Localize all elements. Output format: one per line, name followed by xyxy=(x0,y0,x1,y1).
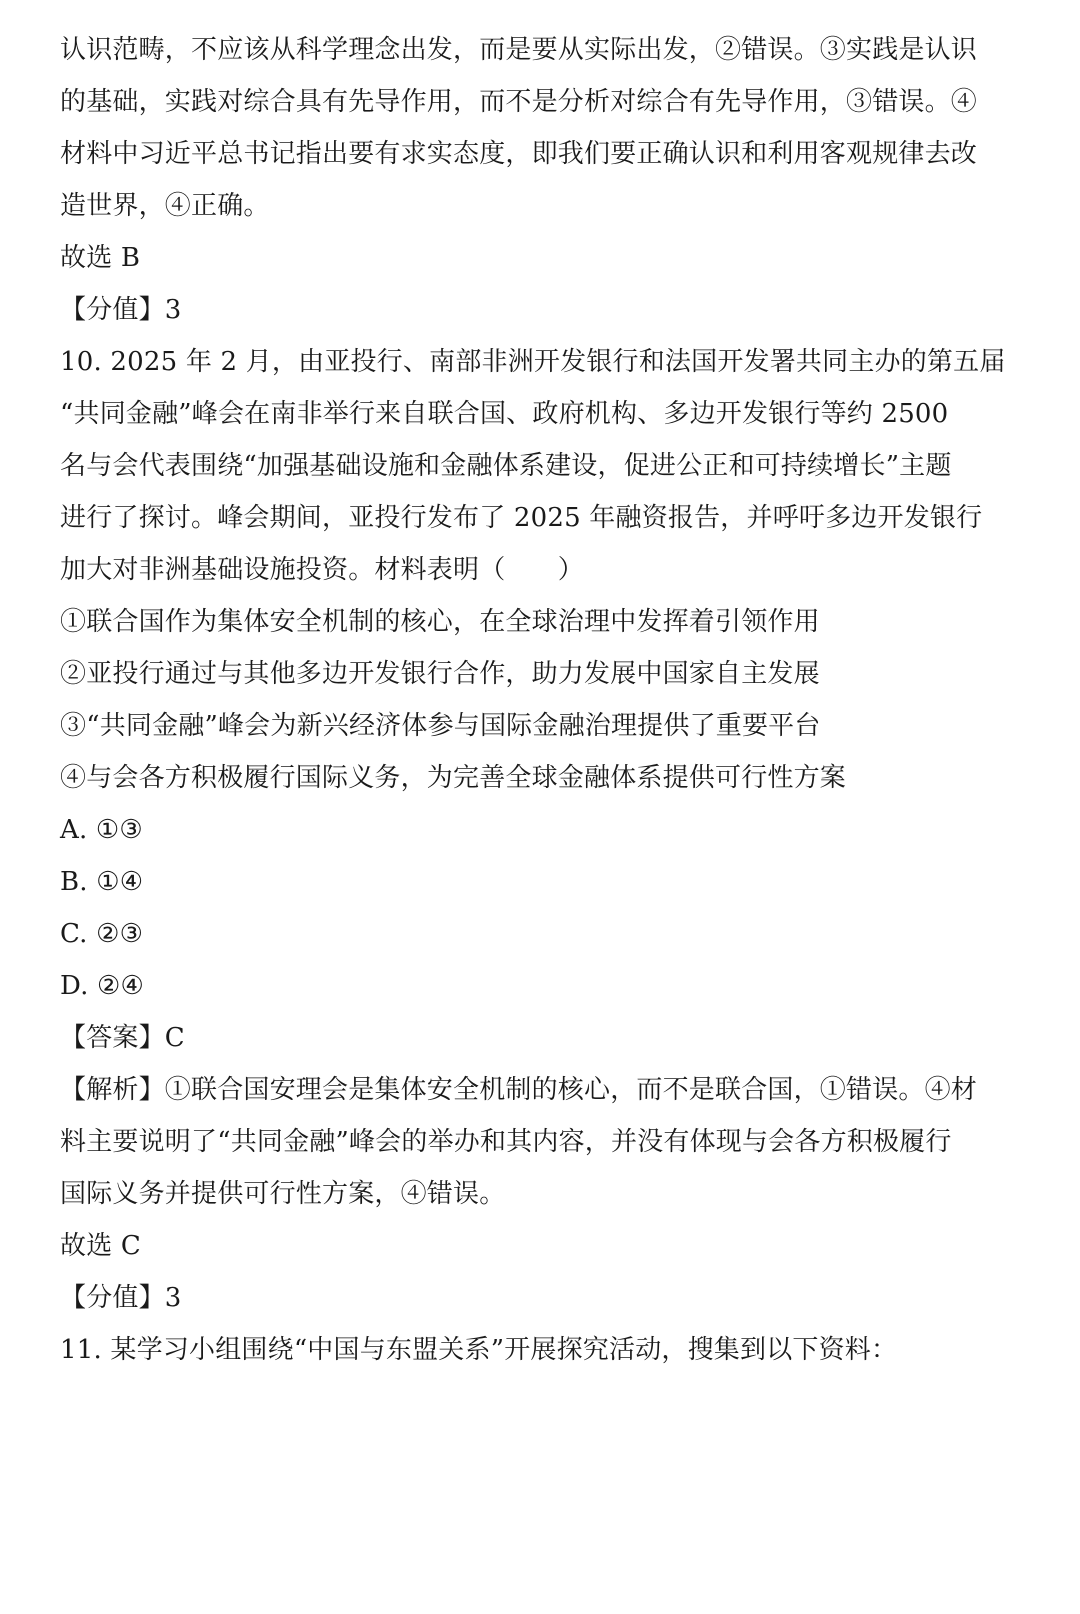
score-line: 【分值】3 xyxy=(60,295,182,325)
paragraph-line: 认识范畴，不应该从科学理念出发，而是要从实际出发，②错误。③实践是认识 xyxy=(60,35,978,65)
paragraph-line: 的基础，实践对综合具有先导作用，而不是分析对综合有先导作用，③错误。④ xyxy=(60,87,978,117)
statement-line: ①联合国作为集体安全机制的核心，在全球治理中发挥着引领作用 xyxy=(60,607,820,637)
document-text xyxy=(60,24,1006,1376)
answer-choice-line: 故选 C xyxy=(60,1231,141,1261)
question-line: “共同金融”峰会在南非举行来自联合国、政府机构、多边开发银行等约 2500 xyxy=(60,399,949,429)
answer-line: 【答案】C xyxy=(60,1023,185,1053)
paragraph-line: 材料中习近平总书记指出要有求实态度，即我们要正确认识和利用客观规律去改 xyxy=(60,139,978,169)
answer-choice-line: 故选 B xyxy=(60,243,141,273)
statement-line: ②亚投行通过与其他多边开发银行合作，助力发展中国家自主发展 xyxy=(60,659,820,689)
statement-line: ③“共同金融”峰会为新兴经济体参与国际金融治理提供了重要平台 xyxy=(60,711,821,741)
analysis-line: 【解析】①联合国安理会是集体安全机制的核心，而不是联合国，①错误。④材 xyxy=(60,1075,978,1105)
option-line: A. ①③ xyxy=(60,815,143,845)
option-line: C. ②③ xyxy=(60,919,144,949)
question-line: 加大对非洲基础设施投资。材料表明（ ） xyxy=(60,555,585,585)
score-line: 【分值】3 xyxy=(60,1283,182,1313)
analysis-line: 料主要说明了“共同金融”峰会的举办和其内容，并没有体现与会各方积极履行 xyxy=(60,1127,952,1157)
question-line: 进行了探讨。峰会期间，亚投行发布了 2025 年融资报告，并呼吁多边开发银行 xyxy=(60,503,983,533)
analysis-line: 国际义务并提供可行性方案，④错误。 xyxy=(60,1179,506,1209)
option-line: D. ②④ xyxy=(60,971,145,1001)
paragraph-line: 造世界，④正确。 xyxy=(60,191,270,221)
statement-line: ④与会各方积极履行国际义务，为完善全球金融体系提供可行性方案 xyxy=(60,763,847,793)
question-line: 名与会代表围绕“加强基础设施和金融体系建设，促进公正和可持续增长”主题 xyxy=(60,451,952,481)
question-line: 11. 某学习小组围绕“中国与东盟关系”开展探究活动，搜集到以下资料： xyxy=(60,1335,898,1365)
question-line: 10. 2025 年 2 月，由亚投行、南部非洲开发银行和法国开发署共同主办的第五届 xyxy=(60,347,1006,377)
option-line: B. ①④ xyxy=(60,867,144,897)
